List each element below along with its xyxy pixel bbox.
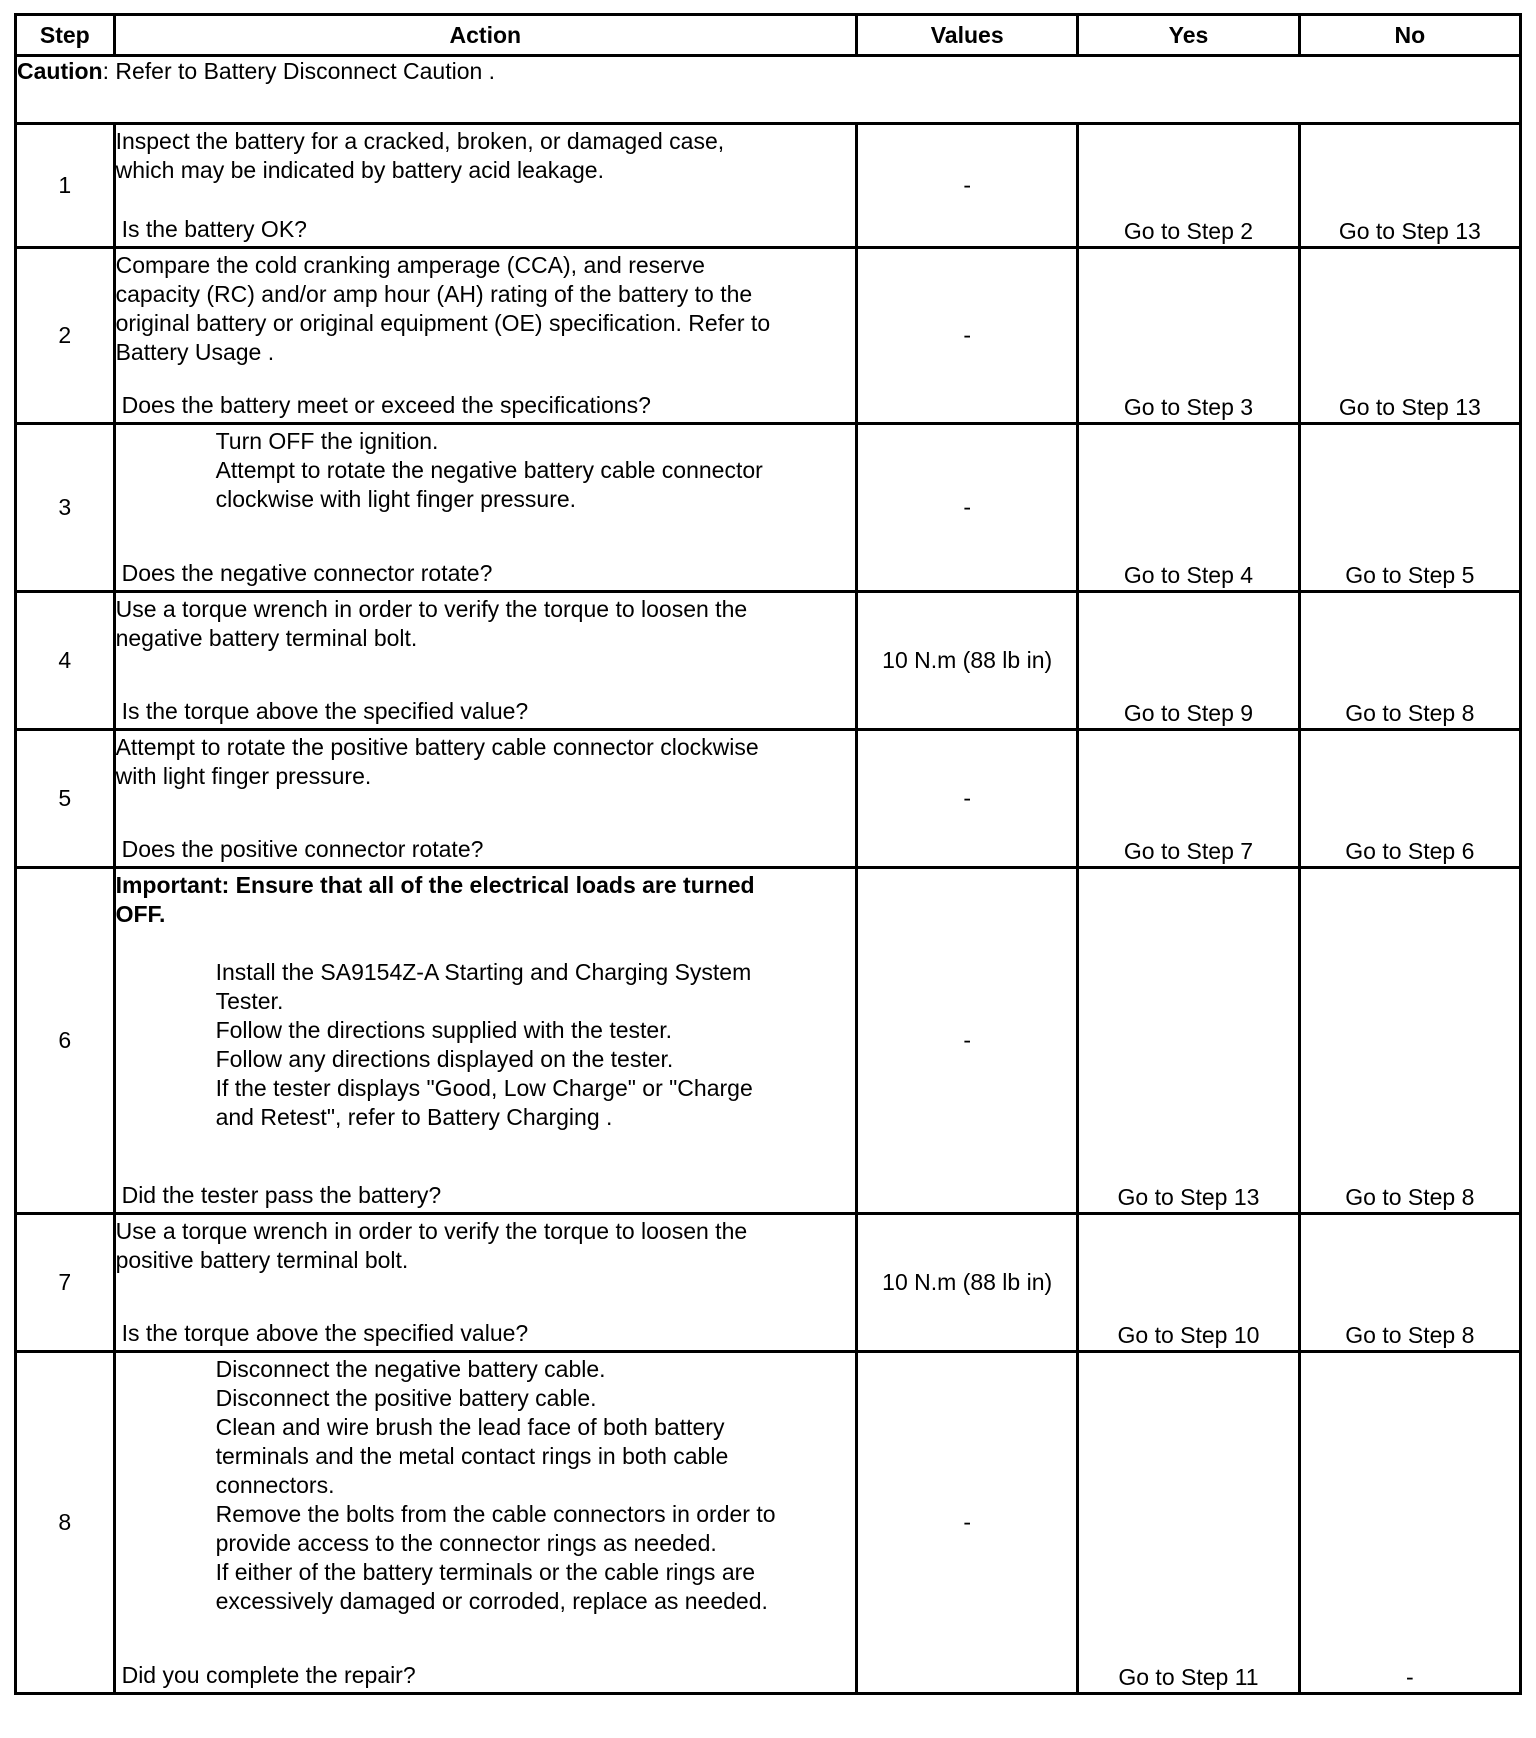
value-cell: - bbox=[857, 730, 1078, 868]
value-cell: - bbox=[857, 868, 1078, 1214]
action-line: If the tester displays "Good, Low Charge" or "Charge bbox=[215, 1075, 753, 1101]
action-line: Disconnect the negative battery cable. bbox=[215, 1356, 606, 1382]
action-line: Inspect the battery for a cracked, broken, or damaged case, bbox=[115, 128, 725, 154]
value-cell: - bbox=[857, 424, 1078, 592]
table-row bbox=[16, 730, 1521, 868]
step-number: 7 bbox=[16, 1214, 115, 1352]
table-row bbox=[16, 248, 1521, 424]
header-no: No bbox=[1299, 15, 1520, 56]
caution-cell bbox=[16, 56, 1521, 124]
action-question: Does the negative connector rotate? bbox=[121, 560, 493, 586]
step-number: 5 bbox=[16, 730, 115, 868]
yes-cell: Go to Step 4 bbox=[1078, 424, 1299, 592]
action-line: Disconnect the positive battery cable. bbox=[215, 1385, 597, 1411]
action-cell bbox=[114, 424, 856, 592]
header-step: Step bbox=[16, 15, 115, 56]
table-row bbox=[16, 1352, 1521, 1694]
table-row bbox=[16, 868, 1521, 1214]
no-cell: Go to Step 8 bbox=[1299, 868, 1520, 1214]
step-number: 2 bbox=[16, 248, 115, 424]
value-cell: - bbox=[857, 124, 1078, 248]
header-values: Values bbox=[857, 15, 1078, 56]
action-line: excessively damaged or corroded, replace as needed. bbox=[215, 1588, 768, 1614]
action-cell bbox=[114, 730, 856, 868]
action-line: positive battery terminal bolt. bbox=[115, 1247, 409, 1273]
action-line: Use a torque wrench in order to verify the torque to loosen the bbox=[115, 1218, 748, 1244]
no-cell: Go to Step 13 bbox=[1299, 248, 1520, 424]
yes-cell: Go to Step 3 bbox=[1078, 248, 1299, 424]
action-line: Attempt to rotate the negative battery cable connector bbox=[215, 457, 763, 483]
action-cell bbox=[114, 248, 856, 424]
table-row bbox=[16, 424, 1521, 592]
action-line: Turn OFF the ignition. bbox=[215, 428, 439, 454]
action-line: negative battery terminal bolt. bbox=[115, 625, 418, 651]
value-cell: 10 N.m (88 lb in) bbox=[857, 1214, 1078, 1352]
caution-text: : Refer to Battery Disconnect Caution . bbox=[102, 58, 496, 84]
action-question: Is the torque above the specified value? bbox=[121, 1320, 529, 1346]
yes-cell: Go to Step 9 bbox=[1078, 592, 1299, 730]
action-line: connectors. bbox=[215, 1472, 335, 1498]
action-question: Is the battery OK? bbox=[121, 216, 307, 242]
action-line: Tester. bbox=[215, 988, 284, 1014]
action-line: Remove the bolts from the cable connectors in order to bbox=[215, 1501, 776, 1527]
caution-row bbox=[16, 56, 1521, 124]
action-cell bbox=[114, 868, 856, 1214]
action-line: provide access to the connector rings as needed. bbox=[215, 1530, 717, 1556]
action-line: Follow any directions displayed on the tester. bbox=[215, 1046, 674, 1072]
header-action: Action bbox=[114, 15, 856, 56]
yes-cell: Go to Step 13 bbox=[1078, 868, 1299, 1214]
no-cell: - bbox=[1299, 1352, 1520, 1694]
action-question: Did the tester pass the battery? bbox=[121, 1182, 442, 1208]
action-question: Does the battery meet or exceed the specifications? bbox=[121, 392, 651, 418]
action-line: clockwise with light finger pressure. bbox=[215, 486, 577, 512]
action-cell bbox=[114, 124, 856, 248]
yes-cell: Go to Step 11 bbox=[1078, 1352, 1299, 1694]
action-line: If either of the battery terminals or the cable rings are bbox=[215, 1559, 756, 1585]
caution-label: Caution bbox=[17, 58, 103, 84]
table-row bbox=[16, 1214, 1521, 1352]
yes-cell: Go to Step 2 bbox=[1078, 124, 1299, 248]
action-line: Clean and wire brush the lead face of both battery bbox=[215, 1414, 725, 1440]
action-cell bbox=[114, 592, 856, 730]
action-line: terminals and the metal contact rings in both cable bbox=[215, 1443, 729, 1469]
no-cell: Go to Step 6 bbox=[1299, 730, 1520, 868]
diagnostic-table bbox=[14, 13, 1522, 1695]
no-cell: Go to Step 8 bbox=[1299, 592, 1520, 730]
action-question: Did you complete the repair? bbox=[121, 1662, 416, 1688]
action-line: capacity (RC) and/or amp hour (AH) rating of the battery to the bbox=[115, 281, 753, 307]
step-number: 8 bbox=[16, 1352, 115, 1694]
header-yes: Yes bbox=[1078, 15, 1299, 56]
value-cell: - bbox=[857, 1352, 1078, 1694]
action-question: Does the positive connector rotate? bbox=[121, 836, 484, 862]
action-line: Follow the directions supplied with the tester. bbox=[215, 1017, 672, 1043]
table-row bbox=[16, 592, 1521, 730]
step-number: 1 bbox=[16, 124, 115, 248]
yes-cell: Go to Step 10 bbox=[1078, 1214, 1299, 1352]
important-line: Important: Ensure that all of the electrical loads are turned bbox=[115, 872, 755, 898]
no-cell: Go to Step 5 bbox=[1299, 424, 1520, 592]
action-line: Compare the cold cranking amperage (CCA), and reserve bbox=[115, 252, 705, 278]
action-cell bbox=[114, 1352, 856, 1694]
step-number: 3 bbox=[16, 424, 115, 592]
value-cell: 10 N.m (88 lb in) bbox=[857, 592, 1078, 730]
important-line: OFF. bbox=[115, 901, 166, 927]
action-line: Install the SA9154Z-A Starting and Charging System bbox=[215, 959, 752, 985]
header-row bbox=[16, 15, 1521, 56]
yes-cell: Go to Step 7 bbox=[1078, 730, 1299, 868]
action-line: which may be indicated by battery acid leakage. bbox=[115, 157, 604, 183]
action-question: Is the torque above the specified value? bbox=[121, 698, 529, 724]
action-line: and Retest", refer to Battery Charging . bbox=[215, 1104, 613, 1130]
no-cell: Go to Step 13 bbox=[1299, 124, 1520, 248]
no-cell: Go to Step 8 bbox=[1299, 1214, 1520, 1352]
action-line: with light finger pressure. bbox=[115, 763, 372, 789]
action-line: original battery or original equipment (OE) specification. Refer to bbox=[115, 310, 771, 336]
action-line: Battery Usage . bbox=[115, 339, 275, 365]
action-cell bbox=[114, 1214, 856, 1352]
action-line: Attempt to rotate the positive battery cable connector clockwise bbox=[115, 734, 759, 760]
step-number: 4 bbox=[16, 592, 115, 730]
step-number: 6 bbox=[16, 868, 115, 1214]
value-cell: - bbox=[857, 248, 1078, 424]
table-row bbox=[16, 124, 1521, 248]
action-line: Use a torque wrench in order to verify the torque to loosen the bbox=[115, 596, 748, 622]
